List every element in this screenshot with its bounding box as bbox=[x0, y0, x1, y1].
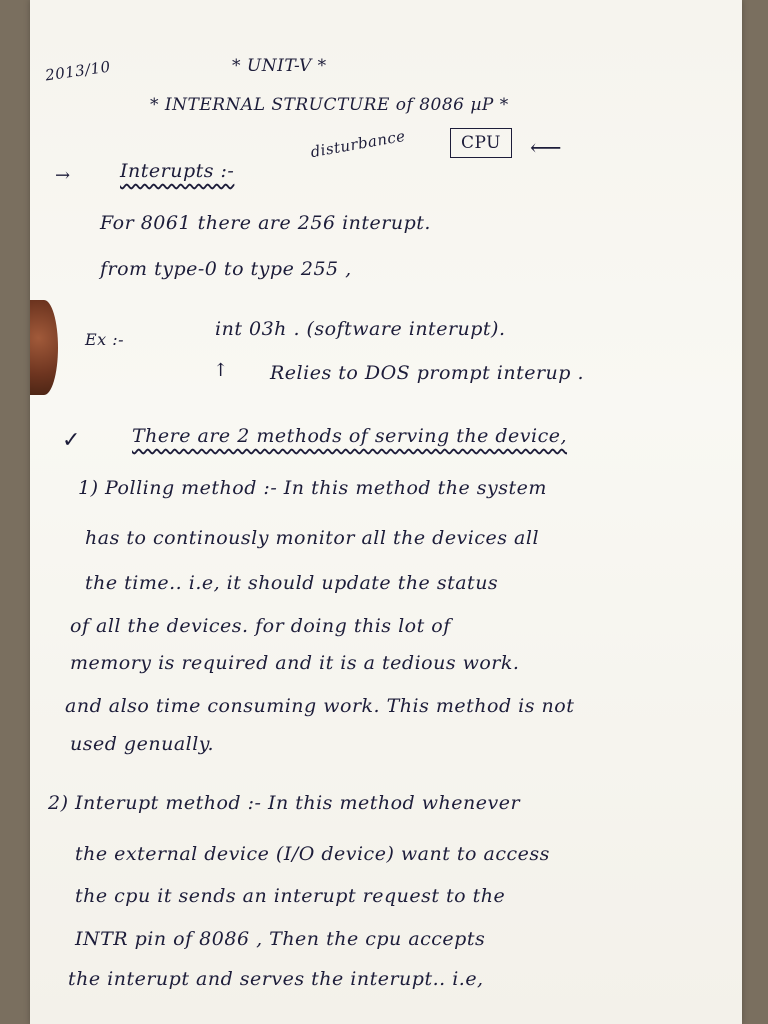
date-note: 2013/10 bbox=[44, 57, 112, 85]
arrow-icon: → bbox=[55, 165, 71, 186]
polling-line-5: memory is required and it is a tedious work. bbox=[70, 652, 520, 674]
left-arrow-icon: ⟵ bbox=[530, 136, 562, 161]
notebook-page bbox=[30, 0, 742, 1024]
example-relates: Relies to DOS prompt interup . bbox=[270, 362, 585, 384]
polling-line-4: of all the devices. for doing this lot of bbox=[70, 615, 451, 637]
cpu-box bbox=[450, 128, 512, 158]
interrupt-line-3: the cpu it sends an interupt request to the bbox=[75, 885, 506, 907]
example-label: Ex :- bbox=[85, 330, 125, 349]
line-for-8086: For 8061 there are 256 interupt. bbox=[100, 212, 431, 234]
line-types: from type-0 to type 255 , bbox=[100, 258, 352, 280]
interrupt-line-2: the external device (I/O device) want to access bbox=[75, 843, 550, 865]
polling-line-2: has to continously monitor all the devices all bbox=[85, 527, 540, 549]
check-mark-icon: ✓ bbox=[62, 428, 81, 453]
polling-line-3: the time.. i.e, it should update the status bbox=[85, 572, 499, 594]
up-arrow-icon: ↑ bbox=[213, 360, 229, 381]
methods-intro: There are 2 methods of serving the device, bbox=[132, 425, 568, 447]
example-int: int 03h . (software interupt). bbox=[215, 318, 506, 340]
binder-pin-icon bbox=[30, 300, 58, 395]
polling-line-6: and also time consuming work. This method is not bbox=[65, 695, 575, 717]
interrupt-line-4: INTR pin of 8086 , Then the cpu accepts bbox=[75, 928, 486, 950]
interrupt-line-5: the interupt and serves the interupt.. i.e, bbox=[68, 968, 484, 990]
interrupt-line-1: 2) Interupt method :- In this method whenever bbox=[48, 792, 521, 814]
interrupts-label: Interupts :- bbox=[120, 160, 235, 182]
page-heading: * INTERNAL STRUCTURE of 8086 µP * bbox=[150, 95, 509, 115]
interrupts-definition: disturbance bbox=[309, 126, 407, 162]
polling-line-7: used genually. bbox=[70, 733, 215, 755]
cpu-box-label: CPU bbox=[450, 128, 512, 158]
polling-line-1: 1) Polling method :- In this method the system bbox=[78, 477, 547, 499]
unit-title: * UNIT-V * bbox=[232, 56, 327, 76]
